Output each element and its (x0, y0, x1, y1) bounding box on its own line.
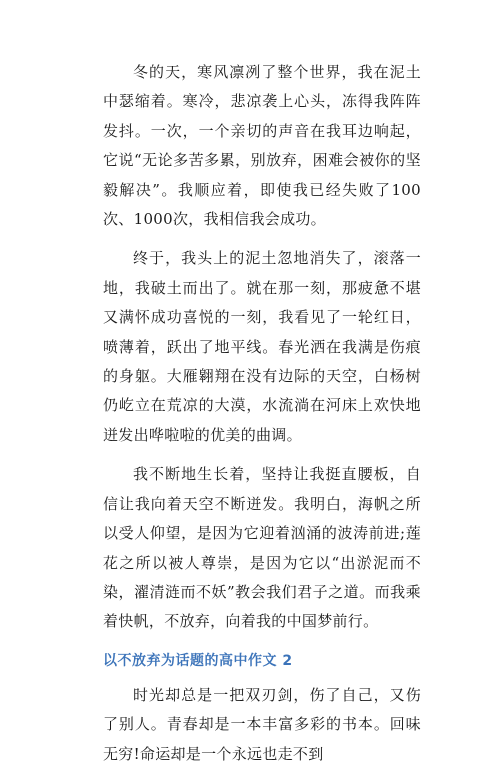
paragraph-3: 我不断地生长着，坚持让我挺直腰板，自信让我向着天空不断迸发。我明白，海帆之所以受人仰望，是因为它迎着汹涌的波涛前进;莲花之所以被人尊崇，是因为它以“出淤泥而不染，濯清涟而不妖”教会我们君子之道。而我乘着快帆，不放弃，向着我的中国梦前行。 (103, 465, 421, 631)
document-content (103, 58, 421, 779)
paragraph-4: 时光却总是一把双刃剑，伤了自己，又伤了别人。青春却是一本丰富多彩的书本。回味无穷!命运却是一个永远也走不到 (103, 685, 421, 763)
section-heading: 以不放弃为话题的高中作文 2 (103, 652, 293, 669)
paragraph-2: 终于，我头上的泥土忽地消失了，滚落一地，我破土而出了。就在那一刻，那疲惫不堪又满怀成功喜悦的一刻，我看见了一轮红日，喷薄着，跃出了地平线。春光洒在我满是伤痕的身躯。大雁翱翔在没有边际的天空，白杨树仍屹立在荒凉的大漠，水流淌在河床上欢快地迸发出哗啦啦的优美的曲调。 (103, 249, 421, 444)
paragraph-1: 冬的天，寒风凛冽了整个世界，我在泥土中瑟缩着。寒冷，悲凉袭上心头，冻得我阵阵发抖。一次，一个亲切的声音在我耳边响起，它说“无论多苦多累，别放弃，困难会被你的坚毅解决”。我顺应着，即使我已经失败了100次、1000次，我相信我会成功。 (103, 63, 421, 229)
